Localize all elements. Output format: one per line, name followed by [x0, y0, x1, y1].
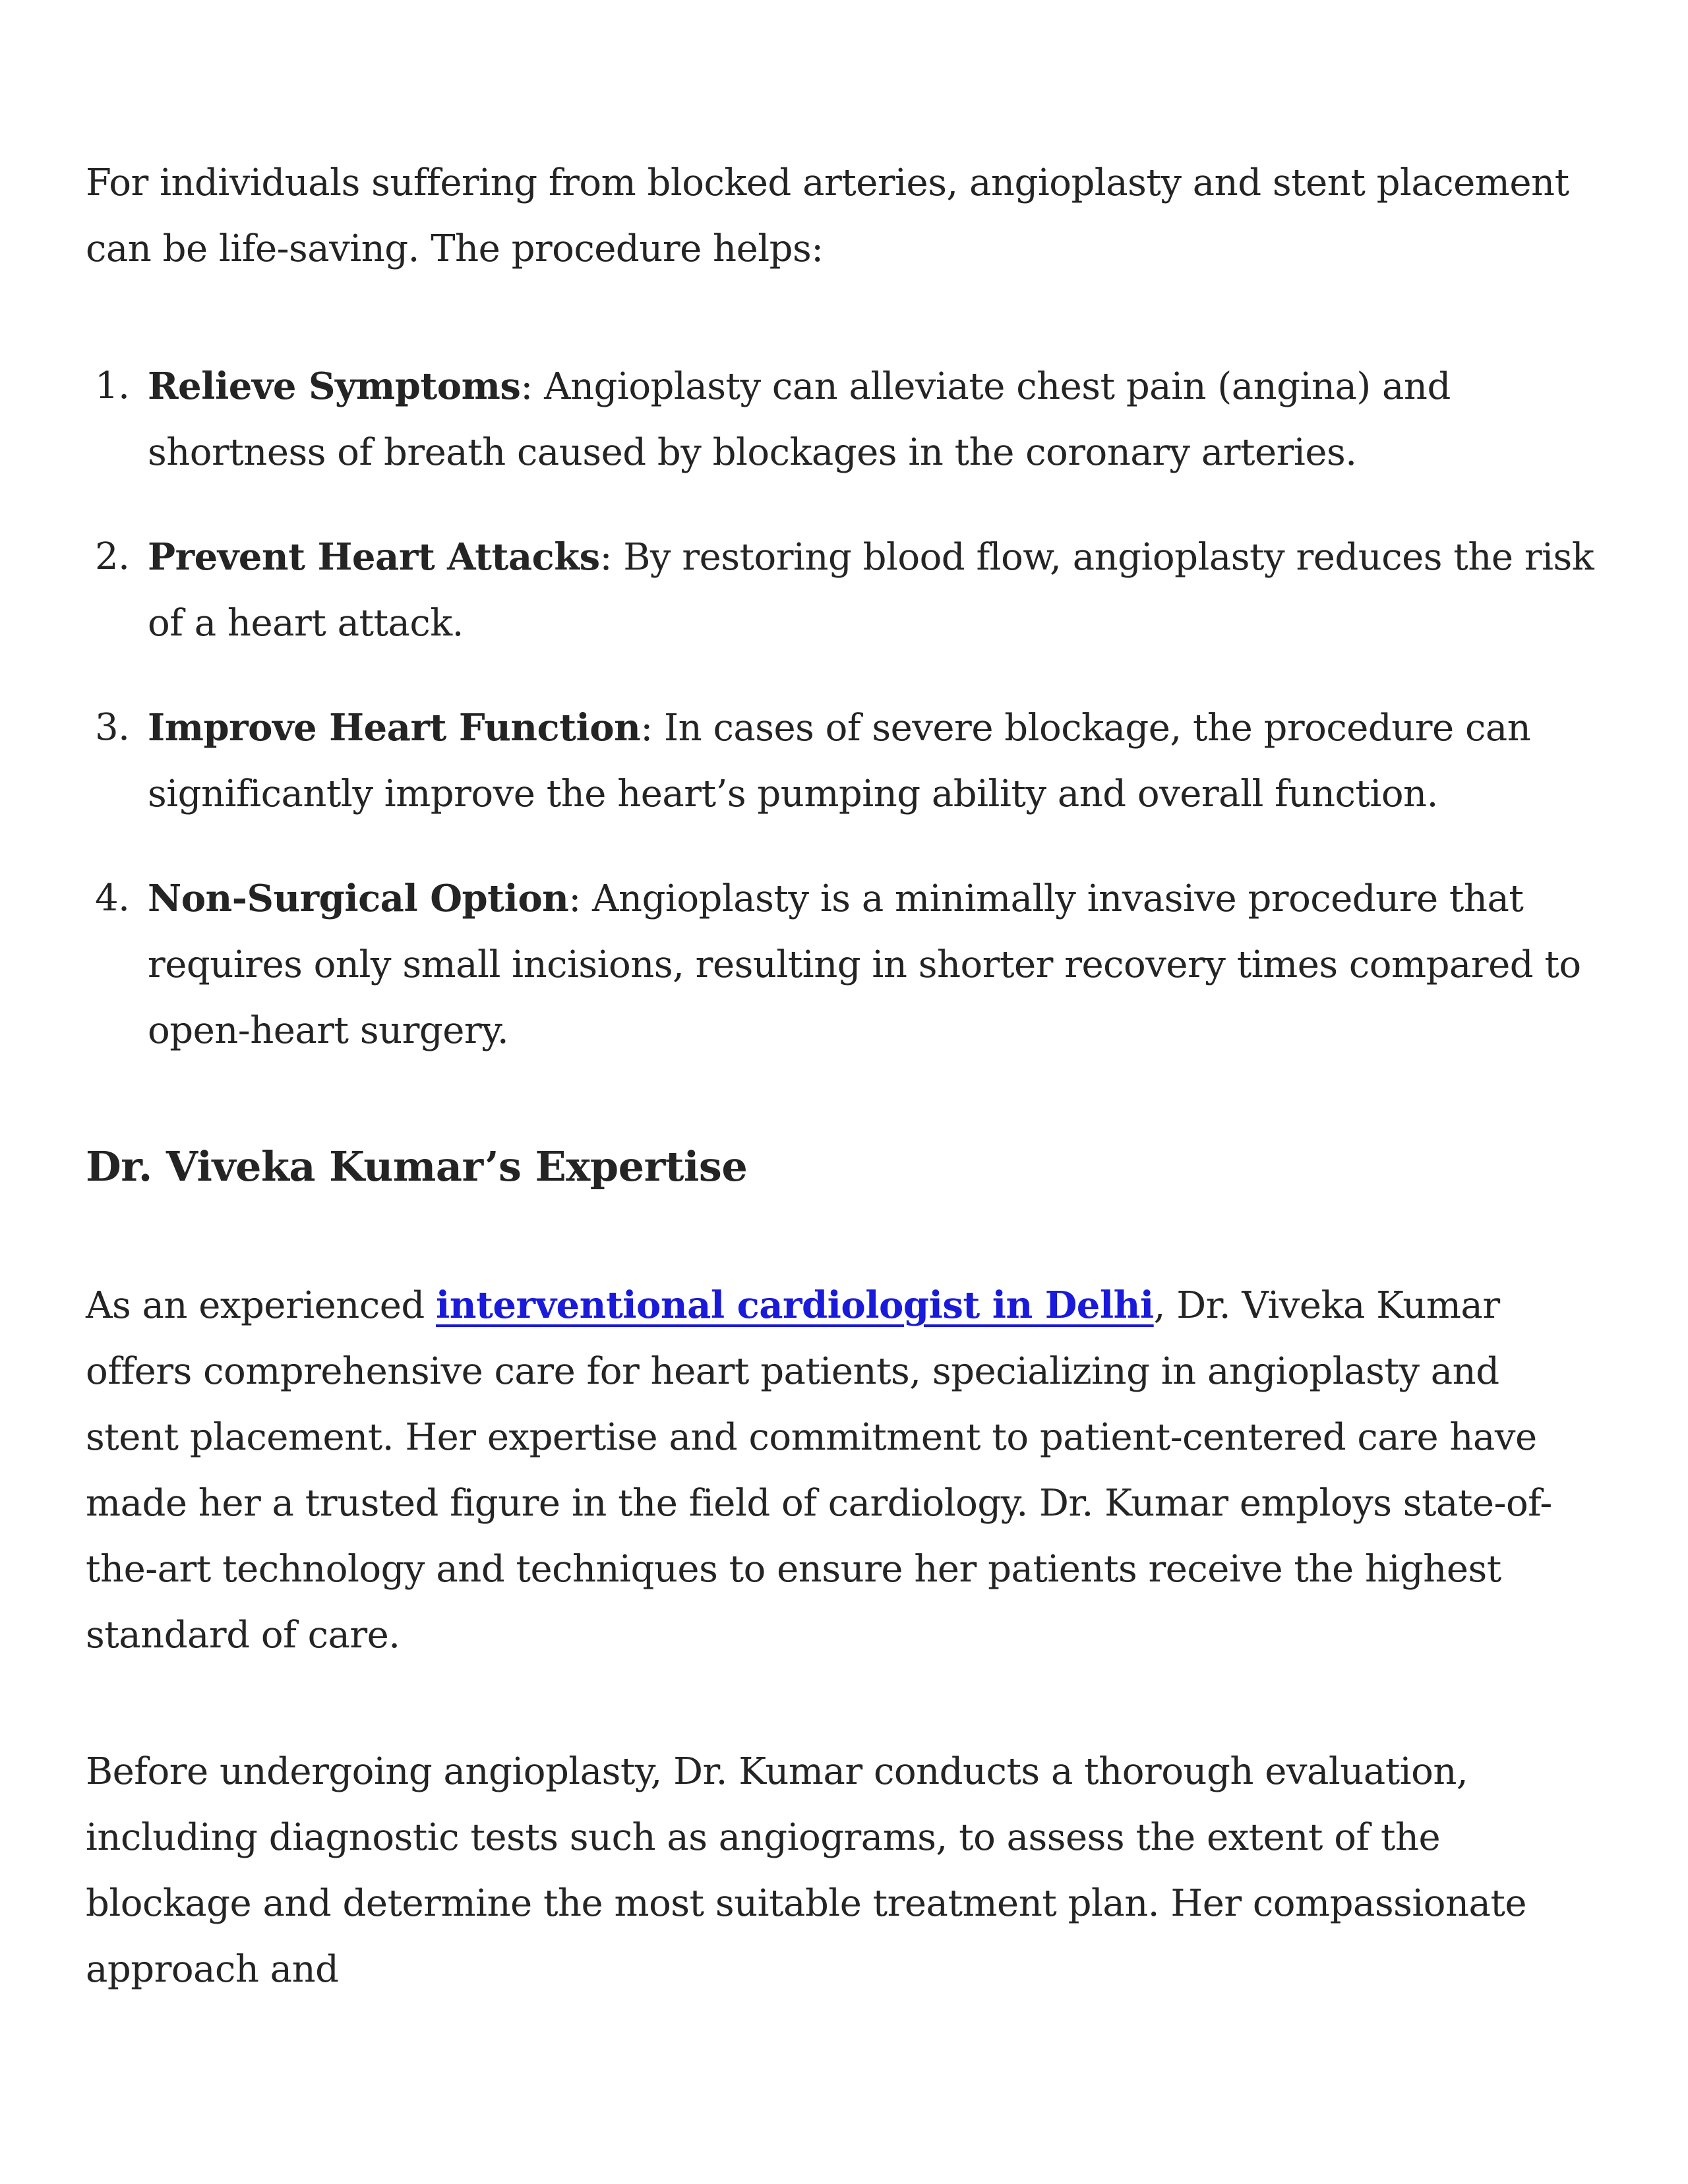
section-heading: Dr. Viveka Kumar’s Expertise [86, 1142, 748, 1191]
expertise-text-before-link: As an experienced [86, 1284, 436, 1327]
list-item [86, 866, 1602, 1064]
expertise-paragraph [86, 1272, 1602, 1668]
list-item-number: 3. [95, 706, 130, 749]
benefits-list [86, 353, 1602, 1102]
list-item [86, 353, 1602, 486]
intro-paragraph: For individuals suffering from blocked arteries, angioplasty and stent placement can be life-saving. The procedure helps: [86, 162, 1569, 270]
list-item-text: : Angioplasty can alleviate chest pain (angina) and shortness of breath caused by blockages in the coronary arteries. [148, 365, 1451, 474]
list-item-title: Prevent Heart Attacks [148, 535, 600, 579]
list-item [86, 524, 1602, 657]
list-item-text: : By restoring blood flow, angioplasty reduces the risk of a heart attack. [148, 536, 1594, 645]
list-item-title: Improve Heart Function [148, 706, 641, 750]
list-item-title: Relieve Symptoms [148, 365, 521, 408]
cardiologist-link[interactable]: interventional cardiologist in Delhi [435, 1284, 1154, 1327]
list-item [86, 695, 1602, 827]
list-item-title: Non-Surgical Option [148, 877, 569, 920]
list-item-text: : In cases of severe blockage, the procedure can significantly improve the heart’s pumping ability and overall function. [148, 707, 1531, 815]
list-item-number: 1. [95, 365, 130, 407]
list-item-text: : Angioplasty is a minimally invasive procedure that requires only small incisions, resulting in shorter recovery times compared to open-heart surgery. [148, 877, 1581, 1052]
list-item-number: 4. [95, 877, 130, 920]
list-item-number: 2. [95, 535, 130, 578]
evaluation-paragraph: Before undergoing angioplasty, Dr. Kumar conducts a thorough evaluation, including diagnostic tests such as angiograms, to assess the extent of the blockage and determine the most suitable treatment plan. Her compassionate approach and [86, 1750, 1527, 1991]
expertise-text-after-link: , Dr. Viveka Kumar offers comprehensive care for heart patients, specializing in angioplasty and stent placement. Her expertise and commitment to patient-centered care have made her a trusted figure in the field of cardiology. Dr. Kumar employs state-of-the-art technology and techniques to ensure her patients receive the highest standard of care. [86, 1284, 1552, 1657]
